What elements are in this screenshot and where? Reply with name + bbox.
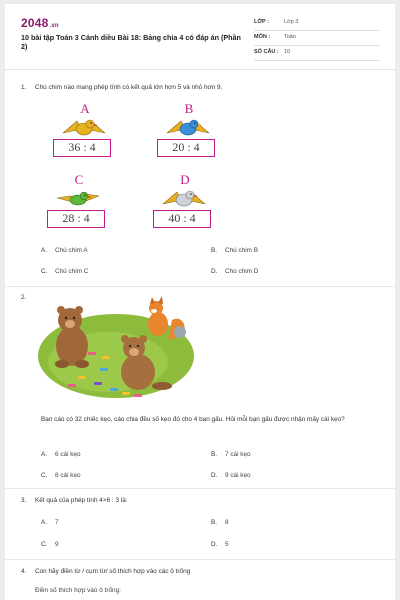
meta-value: 10 [284,49,291,55]
question-text: Chú chim nào mang phép tính có kết quả lớn hơn 5 và nhỏ hơn 9. [35,84,223,91]
question-text: Kết quả của phép tính 4×6 : 3 là: [35,497,128,504]
option-letter: D. [211,472,218,479]
option-letter: C. [41,541,48,548]
bird-icon [53,184,103,210]
option-letter: B. [211,519,218,526]
bird-expression: 40 : 4 [153,210,211,228]
bird-letter: B [184,101,194,116]
question-number: 3. [21,497,27,504]
worksheet-header [5,4,395,70]
question-divider [5,488,395,489]
q1-option-d[interactable] [211,268,258,275]
worksheet-page [5,4,395,600]
question-divider [5,559,395,560]
bird-icon [163,113,213,139]
option-letter: A. [41,451,48,458]
question-number: 2. [21,294,27,301]
option-text: Chú chim B [225,247,259,254]
bird-icon [59,113,109,139]
option-text: 7 [55,519,59,526]
bird-letter: D [180,172,190,187]
worksheet-meta [254,16,380,61]
bird-b[interactable] [157,101,221,161]
option-letter: C. [41,472,48,479]
option-letter: B. [211,451,218,458]
q3-option-c[interactable] [41,541,59,548]
meta-label: LỚP : [254,19,269,25]
q1-option-a[interactable] [41,247,88,254]
option-letter: D. [211,268,218,275]
bird-c[interactable] [47,172,111,232]
worksheet-title: 10 bài tập Toán 3 Cánh diều Bài 18: Bảng chia 4 có đáp án (Phần 2) [21,33,241,51]
meta-label: SỐ CÂU : [254,49,279,55]
bird-expression: 36 : 4 [53,139,111,157]
meta-row-subject [254,31,380,46]
q3-option-b[interactable] [211,519,229,526]
option-text: 7 cái kẹo [225,451,251,458]
option-text: Chú chim A [55,247,88,254]
question-number: 4. [21,568,27,575]
option-text: 9 cái kẹo [225,472,251,479]
bird-expression: 28 : 4 [47,210,105,228]
q3-option-d[interactable] [211,541,229,548]
option-text: 8 cái kẹo [55,472,81,479]
option-text: 9 [55,541,59,548]
q3-option-a[interactable] [41,519,59,526]
bird-letter: A [80,101,90,116]
meta-value: Lớp 3 [284,19,299,25]
option-letter: A. [41,519,48,526]
question-subtext: Điền số thích hợp vào ô trống: [35,587,121,594]
bird-a[interactable] [53,101,117,161]
option-letter: A. [41,247,48,254]
question-text: Con hãy điền từ / cụm từ/ số thích hợp vào các ô trống [35,568,191,575]
bears-and-fox-illustration [38,296,198,406]
q2-option-b[interactable] [211,451,251,458]
q2-option-c[interactable] [41,472,81,479]
q2-option-d[interactable] [211,472,251,479]
option-text: Chú chim C [55,268,89,275]
option-text: 8 [225,519,229,526]
meta-row-count [254,46,380,61]
option-letter: D. [211,541,218,548]
meta-label: MÔN : [254,34,271,40]
site-logo[interactable]: 2048.vn [21,16,59,30]
option-text: Chú chim D [225,268,259,275]
bird-icon [159,184,209,210]
question-divider [5,286,395,287]
question-text: Bạn cáo có 32 chiếc kẹo, cáo chia đều số kẹo đó cho 4 bạn gấu. Hỏi mỗi bạn gấu được nhận mấy cái kẹo? [41,416,345,423]
meta-row-class [254,16,380,31]
q1-option-c[interactable] [41,268,88,275]
question-number: 1. [21,84,27,91]
bird-letter: C [74,172,84,187]
option-letter: B. [211,247,218,254]
option-text: 6 cái kẹo [55,451,81,458]
q2-option-a[interactable] [41,451,81,458]
option-text: 5 [225,541,229,548]
q1-option-b[interactable] [211,247,258,254]
bird-expression: 20 : 4 [157,139,215,157]
option-letter: C. [41,268,48,275]
meta-value: Toán [284,34,296,40]
bird-d[interactable] [153,172,217,232]
